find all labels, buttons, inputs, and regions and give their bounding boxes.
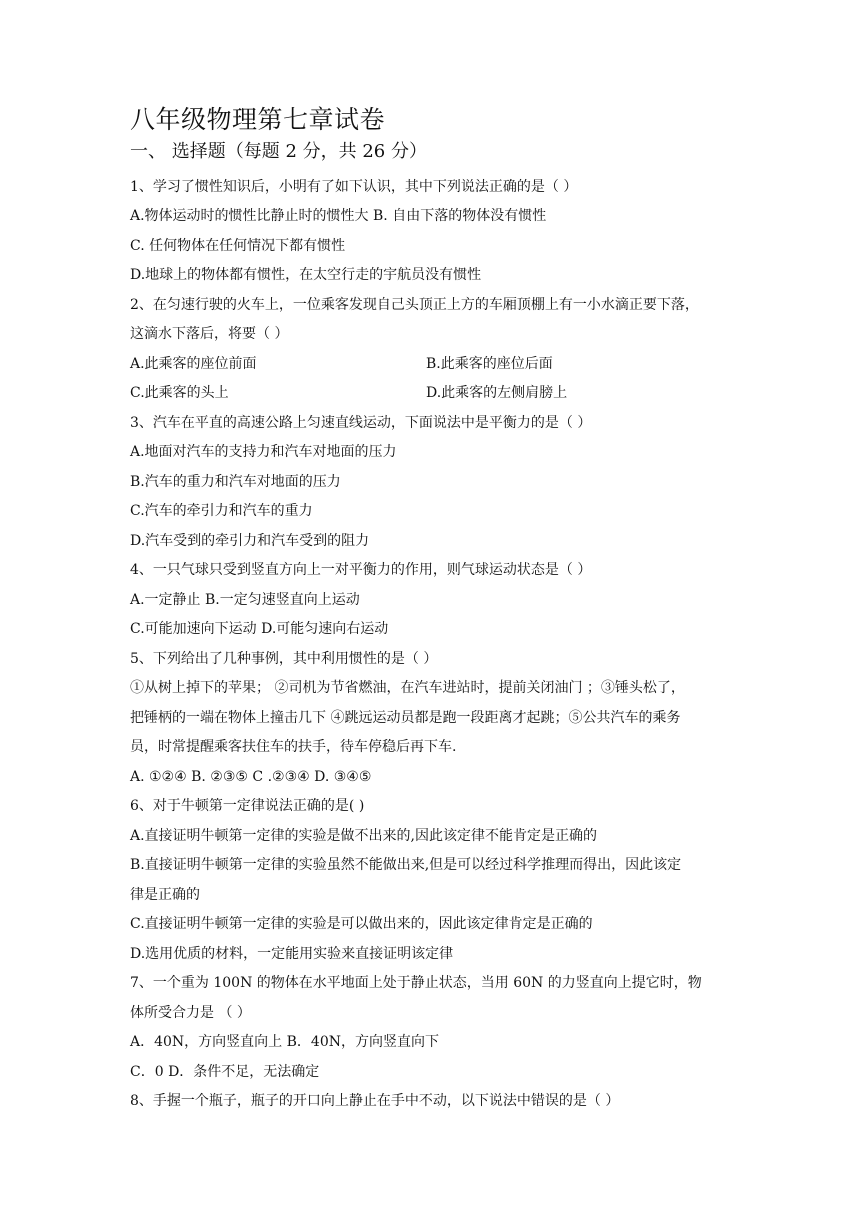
question-8-stem: 8、手握一个瓶子，瓶子的开口向上静止在手中不动，以下说法中错误的是（ ） (130, 1093, 620, 1109)
question-2-stem-line1: 2、在匀速行驶的火车上，一位乘客发现自己头顶正上方的车厢顶棚上有一小水滴正要下落， (130, 297, 699, 313)
section-heading: 一、 选择题（每题 2 分，共 26 分） (130, 141, 427, 162)
question-3-option-d: D.汽车受到的牵引力和汽车受到的阻力 (130, 533, 370, 549)
question-4-option-ab: A.一定静止 B.一定匀速竖直向上运动 (130, 592, 360, 608)
question-6-option-b-line1: B.直接证明牛顿第一定律的实验虽然不能做出来,但是可以经过科学推理而得出，因此该定 (130, 857, 682, 873)
question-5-stem-line4: 员，时常提醒乘客扶住车的扶手，待车停稳后再下车. (130, 739, 457, 755)
question-6-option-a: A.直接证明牛顿第一定律的实验是做不出来的,因此该定律不能肯定是正确的 (130, 828, 598, 844)
question-7-option-cd: C．0 D．条件不足，无法确定 (130, 1064, 320, 1080)
question-1-stem: 1、学习了惯性知识后，小明有了如下认识，其中下列说法正确的是（ ） (130, 179, 578, 195)
question-6-option-b-line2: 律是正确的 (130, 887, 200, 903)
question-6-option-d: D.选用优质的材料，一定能用实验来直接证明该定律 (130, 946, 454, 962)
question-5-options: A. ①②④ B. ②③⑤ C .②③④ D. ③④⑤ (130, 769, 372, 785)
question-4-stem: 4、一只气球只受到竖直方向上一对平衡力的作用，则气球运动状态是（ ） (130, 562, 592, 578)
question-1-option-ab: A.物体运动时的惯性比静止时的惯性大 B. 自由下落的物体没有惯性 (130, 208, 547, 224)
question-7-stem-line1: 7、一个重为 100N 的物体在水平地面上处于静止状态，当用 60N 的力竖直向上提它时，物 (130, 975, 702, 991)
question-5-stem-line2: ①从树上掉下的苹果； ②司机为节省燃油，在汽车进站时，提前关闭油门 ；③锤头松了， (130, 680, 685, 696)
question-2-option-a: A.此乘客的座位前面 (130, 356, 257, 372)
question-3-option-a: A.地面对汽车的支持力和汽车对地面的压力 (130, 444, 397, 460)
question-6-option-c: C.直接证明牛顿第一定律的实验是可以做出来的，因此该定律肯定是正确的 (130, 916, 593, 932)
question-1-option-d: D.地球上的物体都有惯性，在太空行走的宇航员没有惯性 (130, 267, 482, 283)
question-2-option-d: D.此乘客的左侧肩膀上 (426, 385, 568, 401)
question-6-stem: 6、对于牛顿第一定律说法正确的是( ) (130, 798, 365, 814)
question-7-stem-line2: 体所受合力是 （ ） (130, 1005, 251, 1021)
question-2-stem-line2: 这滴水下落后，将要（ ） (130, 326, 289, 342)
question-3-option-b: B.汽车的重力和汽车对地面的压力 (130, 474, 341, 490)
question-4-option-cd: C.可能加速向下运动 D.可能匀速向右运动 (130, 621, 389, 637)
question-3-option-c: C.汽车的牵引力和汽车的重力 (130, 503, 313, 519)
question-7-option-ab: A．40N，方向竖直向上 B．40N，方向竖直向下 (130, 1034, 439, 1050)
question-2-option-c: C.此乘客的头上 (130, 385, 229, 401)
question-2-option-b: B.此乘客的座位后面 (426, 356, 553, 372)
question-5-stem-line3: 把锤柄的一端在物体上撞击几下 ④跳远运动员都是跑一段距离才起跳；⑤公共汽车的乘务 (130, 710, 681, 726)
exam-title: 八年级物理第七章试卷 (130, 105, 386, 134)
question-5-stem-line1: 5、下列给出了几种事例，其中利用惯性的是（ ） (130, 651, 438, 667)
question-3-stem: 3、汽车在平直的高速公路上匀速直线运动，下面说法中是平衡力的是（ ） (130, 415, 592, 431)
question-1-option-c: C. 任何物体在任何情况下都有惯性 (130, 238, 346, 254)
